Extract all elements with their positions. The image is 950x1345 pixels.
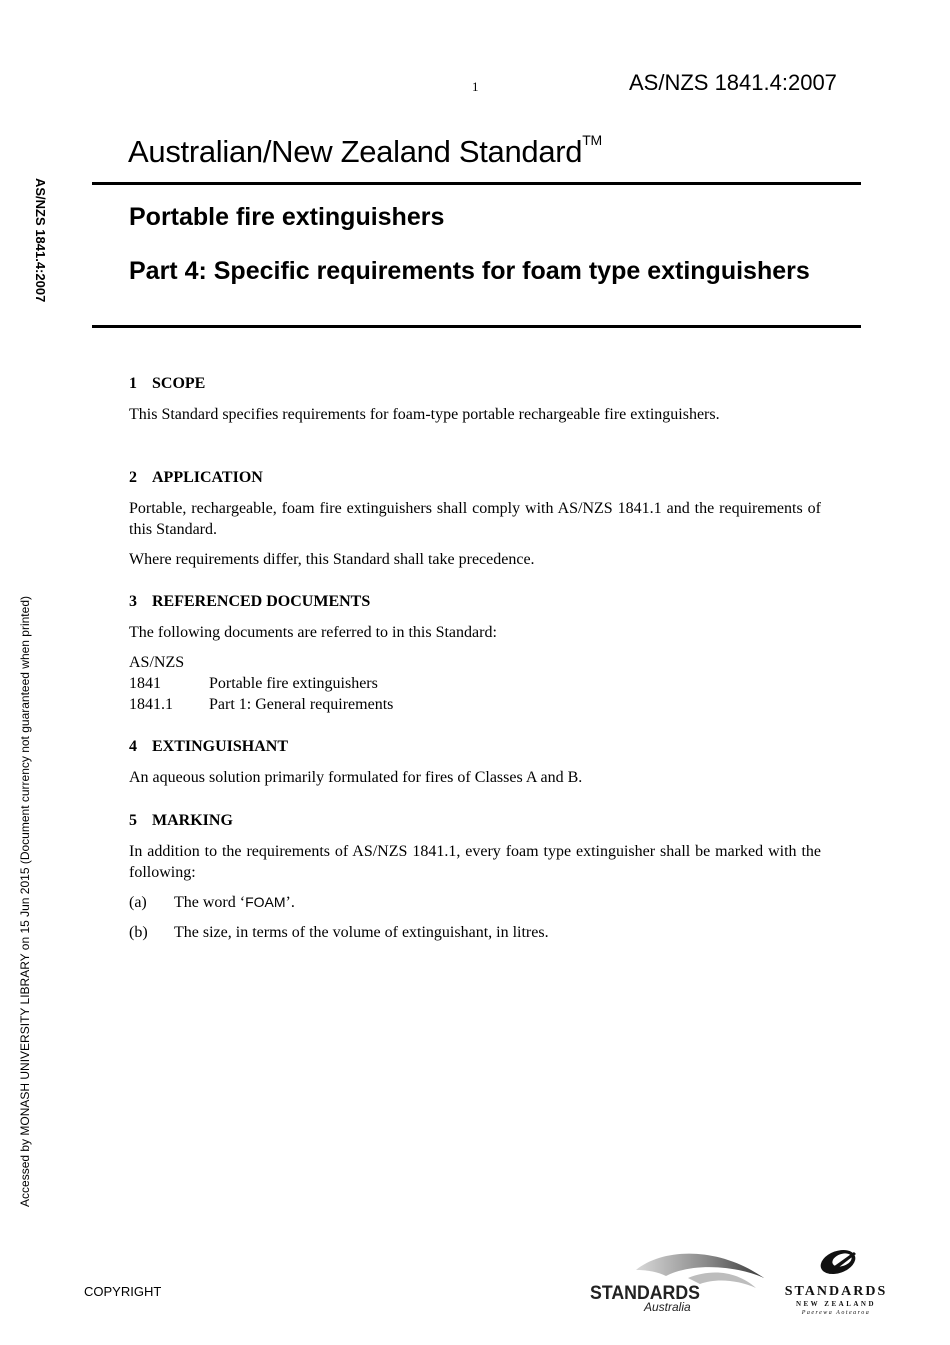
section-title: APPLICATION bbox=[152, 469, 263, 486]
standards-new-zealand-logo bbox=[776, 1248, 896, 1316]
series-name bbox=[128, 134, 602, 170]
item-label: (b) bbox=[129, 924, 148, 941]
references-group: AS/NZS bbox=[129, 654, 185, 671]
side-standard-code bbox=[33, 178, 59, 328]
section-number: 1 bbox=[129, 375, 137, 392]
page-number: 1 bbox=[472, 79, 479, 94]
section-title: SCOPE bbox=[152, 375, 206, 392]
side-standard-code-text: AS/NZS 1841.4:2007 bbox=[33, 178, 48, 303]
section-application bbox=[129, 467, 821, 570]
section-number: 3 bbox=[129, 593, 137, 610]
reference-code: 1841.1 bbox=[129, 696, 173, 713]
marking-item-b bbox=[129, 922, 821, 943]
section-references bbox=[129, 591, 821, 715]
extinguishant-text: An aqueous solution primarily formulated for fires of Classes A and B. bbox=[129, 769, 583, 786]
reference-title: Portable fire extinguishers bbox=[209, 675, 378, 692]
reference-title: Part 1: General requirements bbox=[209, 696, 394, 713]
section-marking bbox=[129, 810, 821, 943]
standards-australia-logo bbox=[588, 1248, 768, 1314]
standards-australia-logo-graphic bbox=[588, 1248, 768, 1314]
copyright-label: COPYRIGHT bbox=[84, 1284, 162, 1299]
section-scope bbox=[129, 373, 821, 425]
reference-code: 1841 bbox=[129, 675, 161, 692]
trademark: TM bbox=[582, 132, 602, 148]
item-text bbox=[174, 892, 295, 913]
reference-item bbox=[129, 673, 821, 694]
section-extinguishant bbox=[129, 736, 821, 788]
series-name-text: Australian/New Zealand Standard bbox=[128, 134, 583, 169]
top-rule bbox=[92, 182, 861, 185]
logo-sa-text1: STANDARDS bbox=[590, 1283, 700, 1304]
standards-new-zealand-logo-graphic bbox=[776, 1248, 896, 1316]
access-note-text: Accessed by MONASH UNIVERSITY LIBRARY on 15 Jun 2015 (Document currency not guaranteed when printed) bbox=[18, 596, 32, 1207]
standard-code: AS/NZS 1841.4:2007 bbox=[629, 70, 837, 95]
section-heading bbox=[129, 736, 821, 757]
section-heading bbox=[129, 591, 821, 612]
page-subtitle: Part 4: Specific requirements for foam type extinguishers bbox=[129, 257, 810, 285]
section-title: EXTINGUISHANT bbox=[152, 738, 289, 755]
application-text: Portable, rechargeable, foam fire extinguishers shall comply with AS/NZS 1841.1 and the requirements of this Standard. bbox=[129, 500, 821, 538]
section-number: 5 bbox=[129, 812, 137, 829]
access-note bbox=[18, 596, 40, 1250]
section-title: REFERENCED DOCUMENTS bbox=[152, 593, 371, 610]
logo-nz-text1: STANDARDS bbox=[784, 1284, 888, 1299]
item-label: (a) bbox=[129, 894, 147, 911]
foam-word: FOAM bbox=[245, 894, 286, 910]
item-text-post: ’. bbox=[285, 894, 295, 911]
page-title: Portable fire extinguishers bbox=[129, 203, 445, 231]
section-heading bbox=[129, 373, 821, 394]
references-intro: The following documents are referred to in this Standard: bbox=[129, 624, 497, 641]
section-title: MARKING bbox=[152, 812, 233, 829]
section-number: 4 bbox=[129, 738, 137, 755]
section-heading bbox=[129, 467, 821, 488]
application-precedence: Where requirements differ, this Standard shall take precedence. bbox=[129, 551, 535, 568]
scope-text: This Standard specifies requirements for foam-type portable rechargeable fire extinguishers. bbox=[129, 406, 720, 423]
logo-sa-text2: Australia bbox=[644, 1300, 691, 1314]
section-number: 2 bbox=[129, 469, 137, 486]
marking-item-a bbox=[129, 892, 821, 913]
bottom-rule bbox=[92, 325, 861, 328]
section-heading bbox=[129, 810, 821, 831]
logo-nz-text2: NEW ZEALAND bbox=[795, 1300, 877, 1308]
reference-item bbox=[129, 694, 821, 715]
item-text: The size, in terms of the volume of extinguishant, in litres. bbox=[174, 924, 549, 941]
item-text-pre: The word ‘ bbox=[174, 894, 246, 911]
logo-nz-text3: Paerewa Aotearoa bbox=[801, 1310, 871, 1316]
marking-text: In addition to the requirements of AS/NZS 1841.1, every foam type extinguisher shall be marked with the following: bbox=[129, 843, 821, 881]
